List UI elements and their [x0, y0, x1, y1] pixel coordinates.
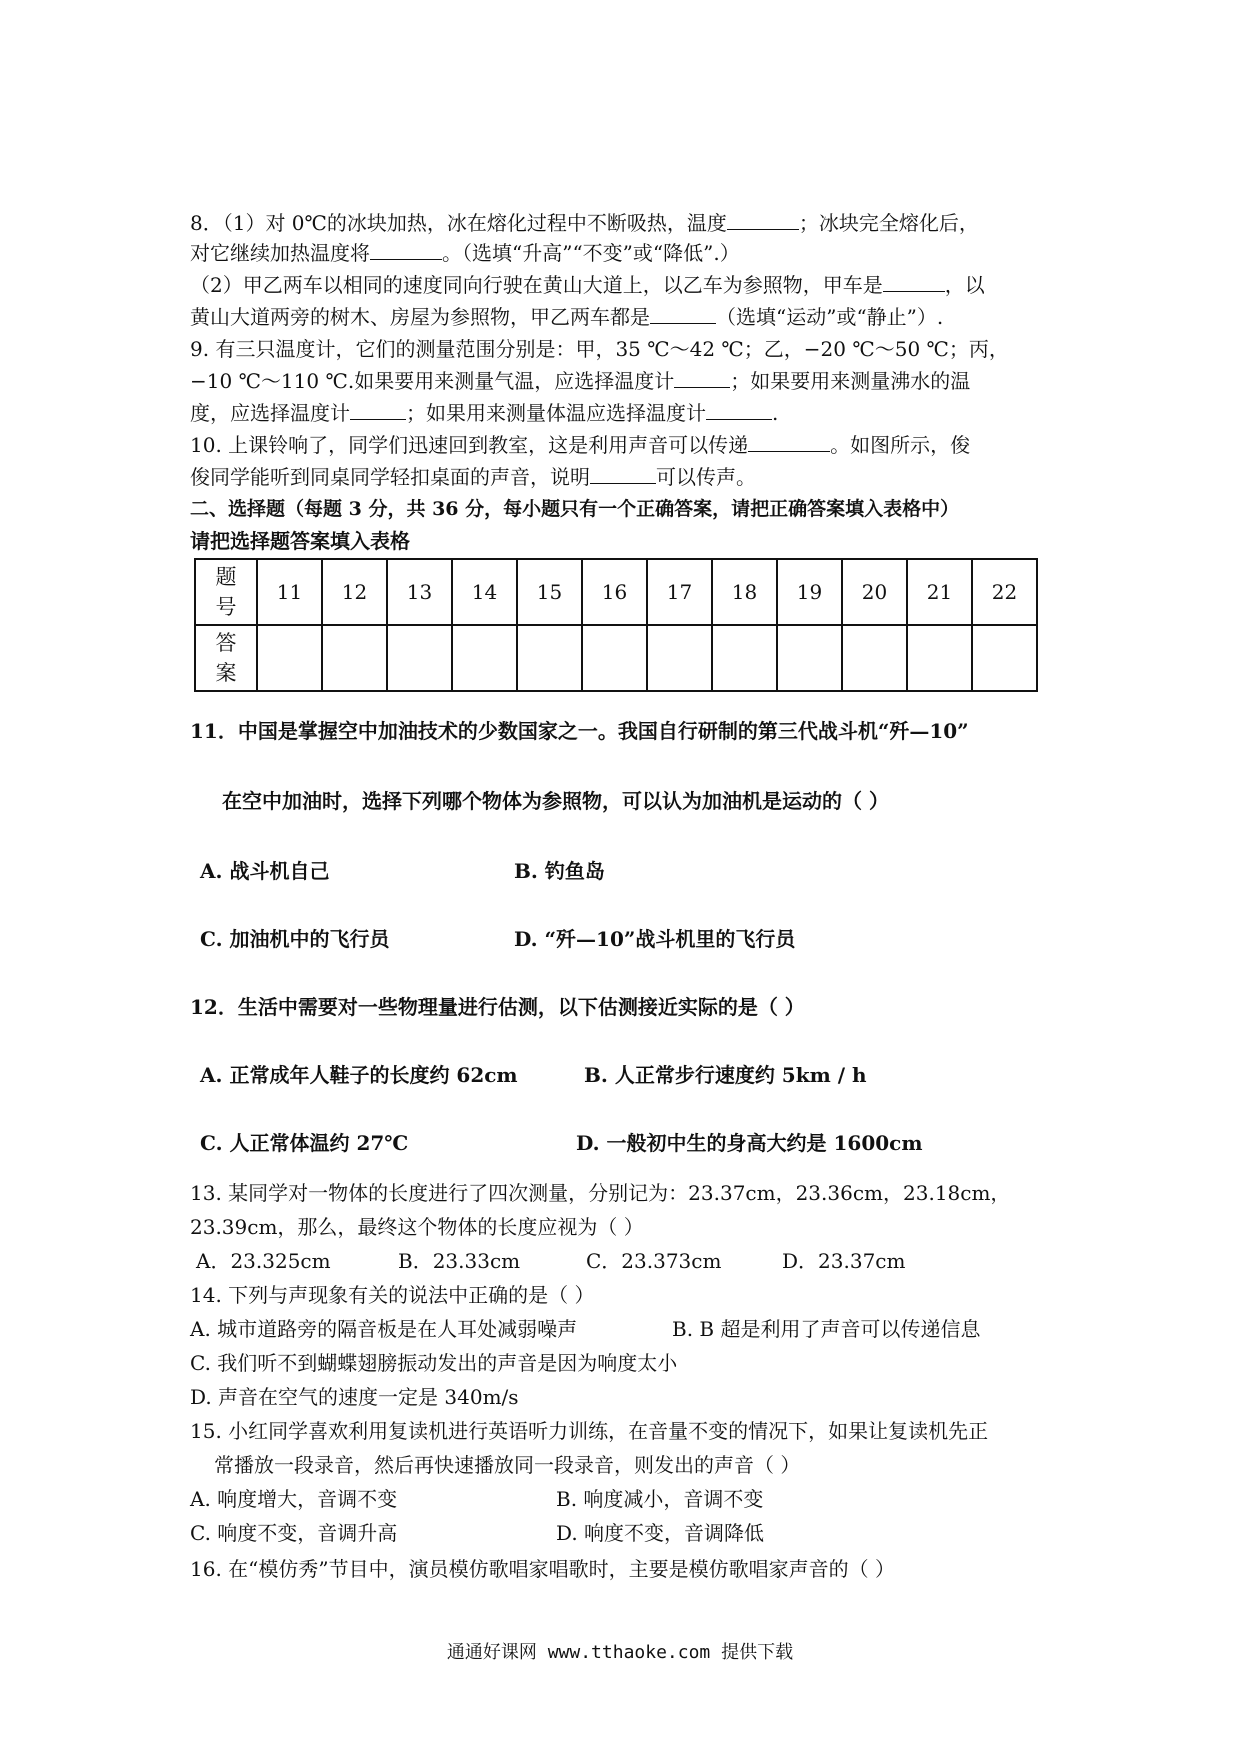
table-row-numbers: [195, 559, 1037, 625]
table-cell-number: 14: [452, 559, 517, 625]
answer-cell-19[interactable]: [777, 625, 842, 691]
q13-stem-1: 13. 某同学对一物体的长度进行了四次测量，分别记为：23.37cm，23.36cm，23.18cm，: [190, 1181, 1011, 1205]
answer-cell-18[interactable]: [712, 625, 777, 691]
answer-cell-16[interactable]: [582, 625, 647, 691]
q8-blank-3[interactable]: [883, 273, 945, 292]
q8-line3: （2）甲乙两车以相同的速度同向行驶在黄山大道上，以乙车为参照物，甲车是 ，以: [190, 273, 985, 297]
q8-blank-4[interactable]: [650, 305, 716, 324]
table-cell-number: 16: [582, 559, 647, 625]
q11-option-d[interactable]: D. “歼—10”战斗机里的飞行员: [514, 927, 796, 951]
q14-option-c[interactable]: C. 我们听不到蝴蝶翅膀振动发出的声音是因为响度太小: [190, 1351, 678, 1375]
answer-cell-22[interactable]: [972, 625, 1037, 691]
q12-stem: 12．生活中需要对一些物理量进行估测，以下估测接近实际的是（ ）: [190, 995, 805, 1019]
answer-table: [194, 558, 1038, 692]
q12-option-b[interactable]: B. 人正常步行速度约 5km / h: [584, 1063, 867, 1087]
q10-line1: 10. 上课铃响了，同学们迅速回到教室，这是利用声音可以传递 。如图所示，俊: [190, 433, 971, 457]
q11-option-a[interactable]: A. 战斗机自己: [200, 859, 330, 883]
q8-blank-2[interactable]: [370, 241, 442, 260]
table-header-number: 题 号: [195, 559, 257, 625]
table-cell-number: 13: [387, 559, 452, 625]
q13-option-b[interactable]: B．23.33cm: [398, 1249, 521, 1273]
q10-line2: 俊同学能听到同桌同学轻扣桌面的声音，说明 可以传声。: [190, 465, 756, 489]
section2-title: 二、选择题（每题 3 分，共 36 分，每小题只有一个正确答案，请把正确答案填入表格中）: [190, 498, 960, 520]
table-header-answer: 答 案: [195, 625, 257, 691]
q12-option-c[interactable]: C. 人正常体温约 27℃: [200, 1131, 409, 1155]
page-footer: 通通好课网 www.tthaoke.com 提供下载: [446, 1642, 794, 1663]
answer-cell-12[interactable]: [322, 625, 387, 691]
table-cell-number: 20: [842, 559, 907, 625]
q14-option-a[interactable]: A. 城市道路旁的隔音板是在人耳处减弱噪声: [190, 1317, 578, 1341]
q8-line1: 8．（1）对 0℃的冰块加热，冰在熔化过程中不断吸热，温度 ；冰块完全熔化后，: [190, 211, 979, 235]
table-cell-number: 22: [972, 559, 1037, 625]
q11-stem-1: 11．中国是掌握空中加油技术的少数国家之一。我国自行研制的第三代战斗机“歼—10”: [190, 719, 969, 743]
q11-option-b[interactable]: B. 钓鱼岛: [514, 859, 605, 883]
table-cell-number: 11: [257, 559, 322, 625]
q9-line2: −10 ℃～110 ℃.如果要用来测量气温，应选择温度计 ；如果要用来测量沸水的温: [190, 369, 971, 393]
q8-line4: 黄山大道两旁的树木、房屋为参照物，甲乙两车都是 （选填“运动”或“静止”）.: [190, 305, 944, 329]
table-cell-number: 18: [712, 559, 777, 625]
q9-line3: 度，应选择温度计 ；如果用来测量体温应选择温度计 .: [190, 401, 779, 425]
table-cell-number: 15: [517, 559, 582, 625]
table-cell-number: 19: [777, 559, 842, 625]
q16-stem: 16. 在“模仿秀”节目中，演员模仿歌唱家唱歌时，主要是模仿歌唱家声音的（ ）: [190, 1557, 895, 1581]
q12-option-d[interactable]: D. 一般初中生的身高大约是 1600cm: [576, 1131, 923, 1155]
q9-blank-2[interactable]: [350, 401, 406, 420]
q10-blank-2[interactable]: [590, 465, 656, 484]
table-row-answers: [195, 625, 1037, 691]
answer-cell-21[interactable]: [907, 625, 972, 691]
q9-blank-1[interactable]: [674, 369, 730, 388]
table-cell-number: 21: [907, 559, 972, 625]
q8-line2: 对它继续加热温度将 。（选填“升高”“不变”或“降低”.）: [190, 241, 740, 265]
answer-cell-17[interactable]: [647, 625, 712, 691]
table-cell-number: 17: [647, 559, 712, 625]
q14-option-d[interactable]: D. 声音在空气的速度一定是 340m/s: [190, 1385, 519, 1409]
q10-blank-1[interactable]: [748, 433, 830, 452]
q15-option-c[interactable]: C. 响度不变，音调升高: [190, 1521, 398, 1545]
answer-cell-20[interactable]: [842, 625, 907, 691]
answer-cell-15[interactable]: [517, 625, 582, 691]
q9-blank-3[interactable]: [706, 401, 772, 420]
q13-option-c[interactable]: C．23.373cm: [586, 1249, 722, 1273]
q15-stem-1: 15. 小红同学喜欢利用复读机进行英语听力训练，在音量不变的情况下，如果让复读机先正: [190, 1419, 989, 1443]
q14-stem: 14. 下列与声现象有关的说法中正确的是（ ）: [190, 1283, 595, 1307]
q15-option-a[interactable]: A. 响度增大，音调不变: [190, 1487, 398, 1511]
q12-option-a[interactable]: A. 正常成年人鞋子的长度约 62cm: [200, 1063, 518, 1087]
q13-option-a[interactable]: A．23.325cm: [196, 1249, 331, 1273]
table-cell-number: 12: [322, 559, 387, 625]
q15-option-d[interactable]: D. 响度不变，音调降低: [556, 1521, 765, 1545]
q11-stem-2: 在空中加油时，选择下列哪个物体为参照物，可以认为加油机是运动的（ ）: [222, 789, 889, 813]
q13-stem-2: 23.39cm，那么，最终这个物体的长度应视为（ ）: [190, 1215, 644, 1239]
q14-option-b[interactable]: B. B 超是利用了声音可以传递信息: [672, 1317, 981, 1341]
section2-subtitle: 请把选择题答案填入表格: [190, 529, 410, 553]
q8-blank-1[interactable]: [727, 211, 799, 230]
q15-option-b[interactable]: B. 响度减小，音调不变: [556, 1487, 764, 1511]
q9-line1: 9. 有三只温度计，它们的测量范围分别是：甲，35 ℃～42 ℃；乙，−20 ℃～50 ℃；丙，: [190, 337, 1009, 361]
answer-cell-14[interactable]: [452, 625, 517, 691]
q11-option-c[interactable]: C. 加油机中的飞行员: [200, 927, 390, 951]
q15-stem-2: 常播放一段录音，然后再快速播放同一段录音，则发出的声音（ ）: [214, 1453, 801, 1477]
answer-cell-11[interactable]: [257, 625, 322, 691]
answer-cell-13[interactable]: [387, 625, 452, 691]
q13-option-d[interactable]: D．23.37cm: [782, 1249, 906, 1273]
